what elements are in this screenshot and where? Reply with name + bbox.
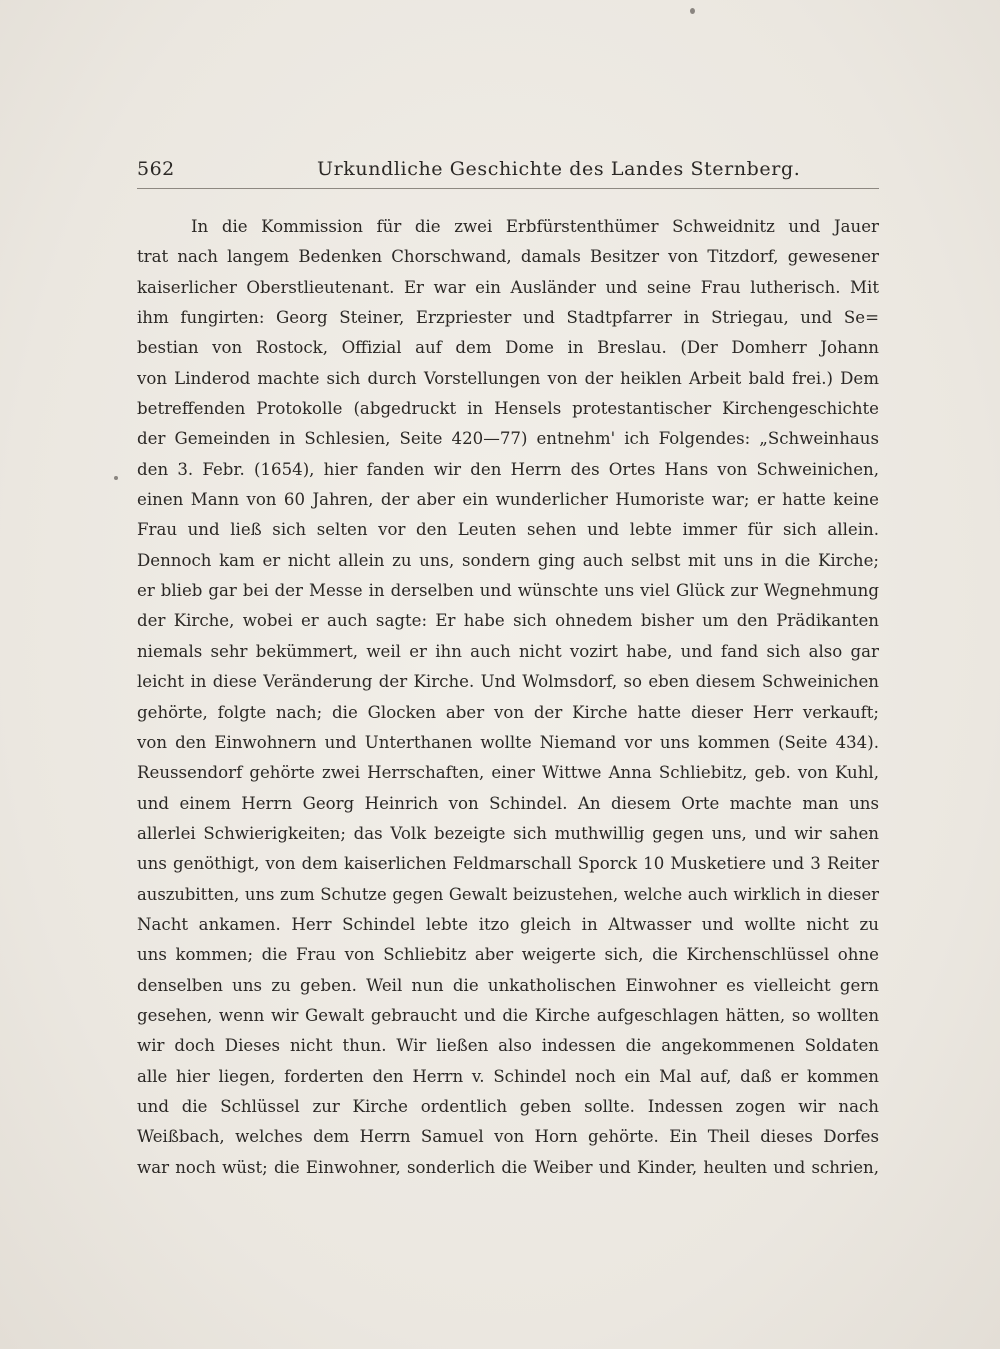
- text-line: bestian von Rostock, Offizial auf dem Dome in Breslau. (Der Domherr Johann: [137, 338, 879, 358]
- text-line: ihm fungirten: Georg Steiner, Erzpriester und Stadtpfarrer in Striegau, und Se=: [137, 308, 879, 328]
- text-line: einen Mann von 60 Jahren, der aber ein wunderlicher Humoriste war; er hatte keine: [137, 490, 879, 510]
- text-line: alle hier liegen, forderten den Herrn v. Schindel noch ein Mal auf, daß er kommen: [137, 1066, 879, 1086]
- text-line: leicht in diese Veränderung der Kirche. Und Wolmsdorf, so eben diesem Schweinichen: [137, 672, 879, 692]
- text-line: uns kommen; die Frau von Schliebitz aber weigerte sich, die Kirchenschlüssel ohne: [137, 945, 879, 965]
- text-line: gesehen, wenn wir Gewalt gebraucht und die Kirche aufgeschlagen hätten, so wollten: [137, 1005, 879, 1025]
- text-line: von Linderod machte sich durch Vorstellungen von der heiklen Arbeit bald frei.) Dem: [137, 368, 879, 388]
- text-line: In die Kommission für die zwei Erbfürstenthümer Schweidnitz und Jauer: [191, 217, 879, 236]
- text-line: Weißbach, welches dem Herrn Samuel von Horn gehörte. Ein Theil dieses Dorfes: [137, 1127, 879, 1147]
- text-line: war noch wüst; die Einwohner, sonderlich die Weiber und Kinder, heulten und schrien,: [137, 1157, 879, 1177]
- text-line: Frau und ließ sich selten vor den Leuten sehen und lebte immer für sich allein.: [137, 520, 879, 540]
- text-line: Nacht ankamen. Herr Schindel lebte itzo gleich in Altwasser und wollte nicht zu: [137, 914, 879, 934]
- text-line: den 3. Febr. (1654), hier fanden wir den Herrn des Ortes Hans von Schweinichen,: [137, 459, 879, 479]
- text-line: Dennoch kam er nicht allein zu uns, sondern ging auch selbst mit uns in die Kirche;: [137, 550, 879, 570]
- text-line: betreffenden Protokolle (abgedruckt in Hensels protestantischer Kirchengeschichte: [137, 399, 879, 419]
- text-line: auszubitten, uns zum Schutze gegen Gewalt beizustehen, welche auch wirklich in dieser: [137, 884, 879, 904]
- page-number: 562: [137, 158, 175, 180]
- text-line: kaiserlicher Oberstlieutenant. Er war ein Ausländer und seine Frau lutherisch. Mit: [137, 277, 879, 297]
- text-line: der Gemeinden in Schlesien, Seite 420—77) entnehm' ich Folgendes: „Schweinhaus: [137, 429, 879, 449]
- body-text: [137, 212, 879, 1183]
- text-line: Reussendorf gehörte zwei Herrschaften, einer Wittwe Anna Schliebitz, geb. von Kuhl,: [137, 763, 879, 783]
- text-line: und einem Herrn Georg Heinrich von Schindel. An diesem Orte machte man uns: [137, 793, 879, 813]
- text-line: allerlei Schwierigkeiten; das Volk bezeigte sich muthwillig gegen uns, und wir sahen: [137, 823, 879, 843]
- ink-speck: [690, 8, 695, 14]
- text-line: denselben uns zu geben. Weil nun die unkatholischen Einwohner es vielleicht gern: [137, 975, 879, 995]
- text-line: der Kirche, wobei er auch sagte: Er habe sich ohnedem bisher um den Prädikanten: [137, 611, 879, 631]
- text-line: er blieb gar bei der Messe in derselben und wünschte uns viel Glück zur Wegnehmung: [137, 581, 879, 601]
- text-line: gehörte, folgte nach; die Glocken aber von der Kirche hatte dieser Herr verkauft;: [137, 702, 879, 722]
- text-line: und die Schlüssel zur Kirche ordentlich geben sollte. Indessen zogen wir nach: [137, 1096, 879, 1116]
- text-line: trat nach langem Bedenken Chorschwand, damals Besitzer von Titzdorf, gewesener: [137, 247, 879, 267]
- running-title: Urkundliche Geschichte des Landes Sternberg.: [317, 158, 801, 180]
- page-header: [137, 156, 879, 189]
- text-line: niemals sehr bekümmert, weil er ihn auch nicht vozirt habe, und fand sich also gar: [137, 641, 879, 661]
- text-line: uns genöthigt, von dem kaiserlichen Feldmarschall Sporck 10 Musketiere und 3 Reiter: [137, 854, 879, 874]
- text-line: von den Einwohnern und Unterthanen wollte Niemand vor uns kommen (Seite 434).: [137, 732, 879, 752]
- ink-speck: [114, 476, 118, 480]
- text-line: wir doch Dieses nicht thun. Wir ließen also indessen die angekommenen Soldaten: [137, 1036, 879, 1056]
